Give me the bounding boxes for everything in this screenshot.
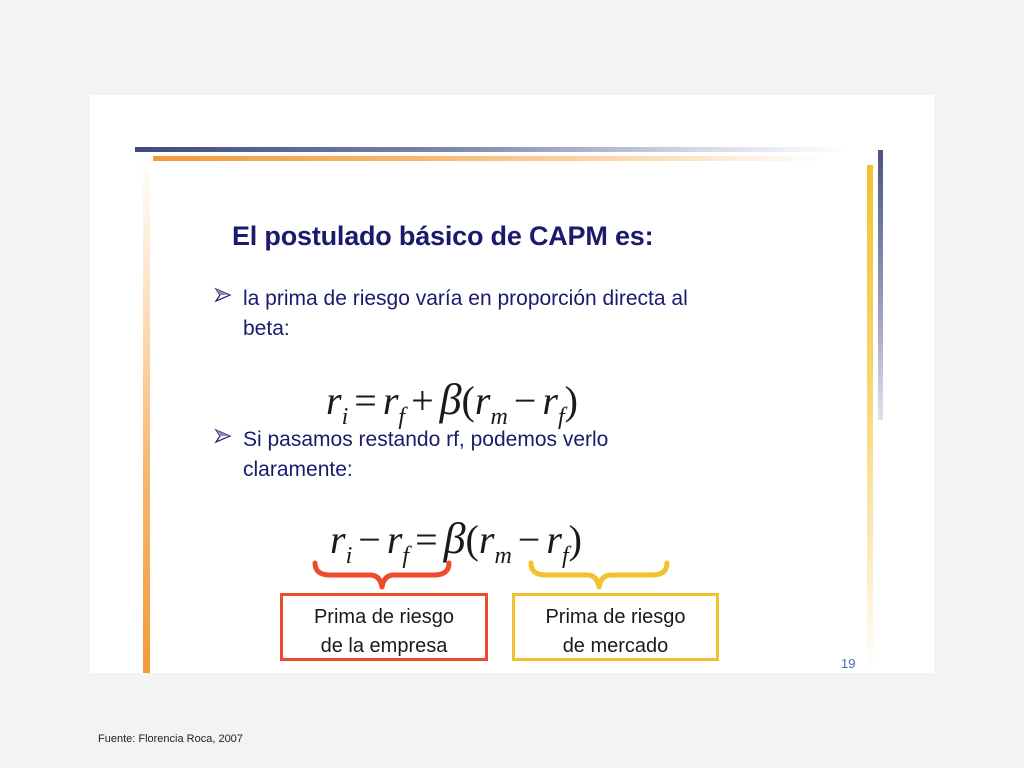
formula-2-rf-symbol-2: r	[546, 517, 562, 562]
formula-2-subscript-f: f	[402, 543, 410, 569]
company-risk-premium-box	[280, 593, 488, 661]
capm-formula	[326, 375, 578, 430]
formula-1-close-paren: )	[564, 378, 578, 423]
market-box-line-2: de mercado	[562, 635, 669, 657]
bullet-2-line-2: claramente:	[243, 458, 353, 481]
curly-brace-icon	[528, 560, 670, 590]
decorative-bar-orange-top	[153, 156, 825, 161]
formula-2-ri-symbol: r	[330, 517, 346, 562]
bullet-point-2	[214, 425, 794, 485]
formula-2-open-paren: (	[465, 517, 479, 562]
bullet-2-line-1: Si pasamos restando rf, podemos verlo	[243, 428, 609, 451]
formula-1-beta: β	[439, 375, 462, 424]
arrow-bullet-icon	[214, 427, 232, 445]
market-box-line-1: Prima de riesgo	[545, 606, 686, 628]
slide	[90, 95, 934, 673]
bullet-1-line-1: la prima de riesgo varía en proporción directa al	[243, 287, 688, 310]
formula-2-equals: =	[415, 517, 438, 562]
company-box-line-2: de la empresa	[320, 635, 448, 657]
decorative-bar-navy-top	[135, 147, 845, 152]
formula-1-ri-symbol: r	[326, 378, 342, 423]
company-box-line-1: Prima de riesgo	[313, 606, 455, 628]
slide-page-number: 19	[841, 656, 856, 671]
formula-1-equals: =	[354, 378, 377, 423]
formula-2-minus-2: −	[517, 517, 541, 562]
slide-title: El postulado básico de CAPM es:	[232, 221, 654, 251]
formula-2-subscript-f-2: f	[561, 543, 569, 569]
decorative-bar-navy-right	[878, 150, 883, 420]
formula-1-open-paren: (	[461, 378, 475, 423]
source-caption: Fuente: Florencia Roca, 2007	[98, 733, 243, 745]
formula-2-rm-symbol: r	[478, 517, 495, 562]
formula-1-rf-symbol: r	[382, 378, 399, 423]
decorative-bar-orange-left	[143, 156, 150, 673]
formula-1-subscript-f: f	[398, 404, 406, 430]
formula-2-subscript-m: m	[494, 543, 512, 569]
formula-2-rf-symbol: r	[386, 517, 403, 562]
formula-2-beta: β	[443, 514, 466, 563]
decorative-bar-yellow-right	[867, 165, 873, 673]
formula-1-subscript-f-2: f	[557, 404, 565, 430]
formula-2-close-paren: )	[568, 517, 582, 562]
formula-2-minus: −	[358, 517, 381, 562]
market-risk-premium-box	[512, 593, 719, 661]
bullet-point-1	[214, 284, 794, 344]
formula-2-subscript-i: i	[345, 543, 353, 569]
formula-1-plus: +	[411, 378, 434, 423]
formula-1-subscript-i: i	[341, 404, 349, 430]
curly-brace-icon	[312, 560, 452, 590]
formula-1-subscript-m: m	[490, 404, 508, 430]
bullet-1-line-2: beta:	[243, 317, 290, 340]
formula-1-rf-symbol-2: r	[542, 378, 558, 423]
formula-1-minus: −	[513, 378, 537, 423]
arrow-bullet-icon	[214, 286, 232, 304]
formula-1-rm-symbol: r	[474, 378, 491, 423]
